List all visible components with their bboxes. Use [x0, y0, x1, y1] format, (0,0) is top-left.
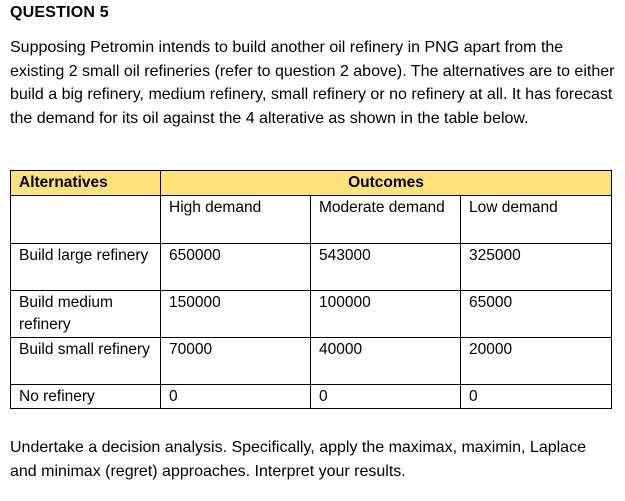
table-cell: 150000: [161, 290, 311, 337]
question-heading: QUESTION 5: [10, 4, 109, 21]
table-cell: 0: [161, 384, 311, 409]
row-label-large-refinery: Build large refinery: [11, 243, 161, 290]
table-subheader-row: [11, 195, 612, 243]
table-cell: 70000: [161, 337, 311, 384]
decision-payoff-table: [10, 170, 612, 409]
table-cell: 20000: [461, 337, 612, 384]
table-row: [11, 384, 612, 409]
alternatives-header: Alternatives: [11, 171, 161, 196]
table-cell: 65000: [461, 290, 612, 337]
empty-corner-cell: [11, 195, 161, 243]
outcomes-header: Outcomes: [161, 171, 612, 196]
row-label-no-refinery: No refinery: [11, 384, 161, 409]
row-label-medium-refinery: Build medium refinery: [11, 290, 161, 337]
column-header-moderate-demand: Moderate demand: [311, 195, 461, 243]
question-intro-paragraph: Supposing Petromin intends to build another oil refinery in PNG apart from the existing 2 small oil refineries (refer to question 2 above). The alternatives are to either build a big refinery, medium refinery, small refinery or no refinery at all. It has forecast the demand for its oil against the 4 alterative as shown in the table below.: [10, 39, 615, 127]
column-header-high-demand: High demand: [161, 195, 311, 243]
row-label-small-refinery: Build small refinery: [11, 337, 161, 384]
table-header-row: [11, 171, 612, 196]
column-header-low-demand: Low demand: [461, 195, 612, 243]
question-instructions-paragraph: Undertake a decision analysis. Specifically, apply the maximax, maximin, Laplace and minimax (regret) approaches. Interpret your results.: [10, 439, 586, 480]
table-cell: 0: [311, 384, 461, 409]
table-row: [11, 290, 612, 337]
table-row: [11, 243, 612, 290]
table-row: [11, 337, 612, 384]
table-cell: 100000: [311, 290, 461, 337]
table-cell: 325000: [461, 243, 612, 290]
table-cell: 40000: [311, 337, 461, 384]
table-cell: 650000: [161, 243, 311, 290]
table-cell: 0: [461, 384, 612, 409]
table-cell: 543000: [311, 243, 461, 290]
